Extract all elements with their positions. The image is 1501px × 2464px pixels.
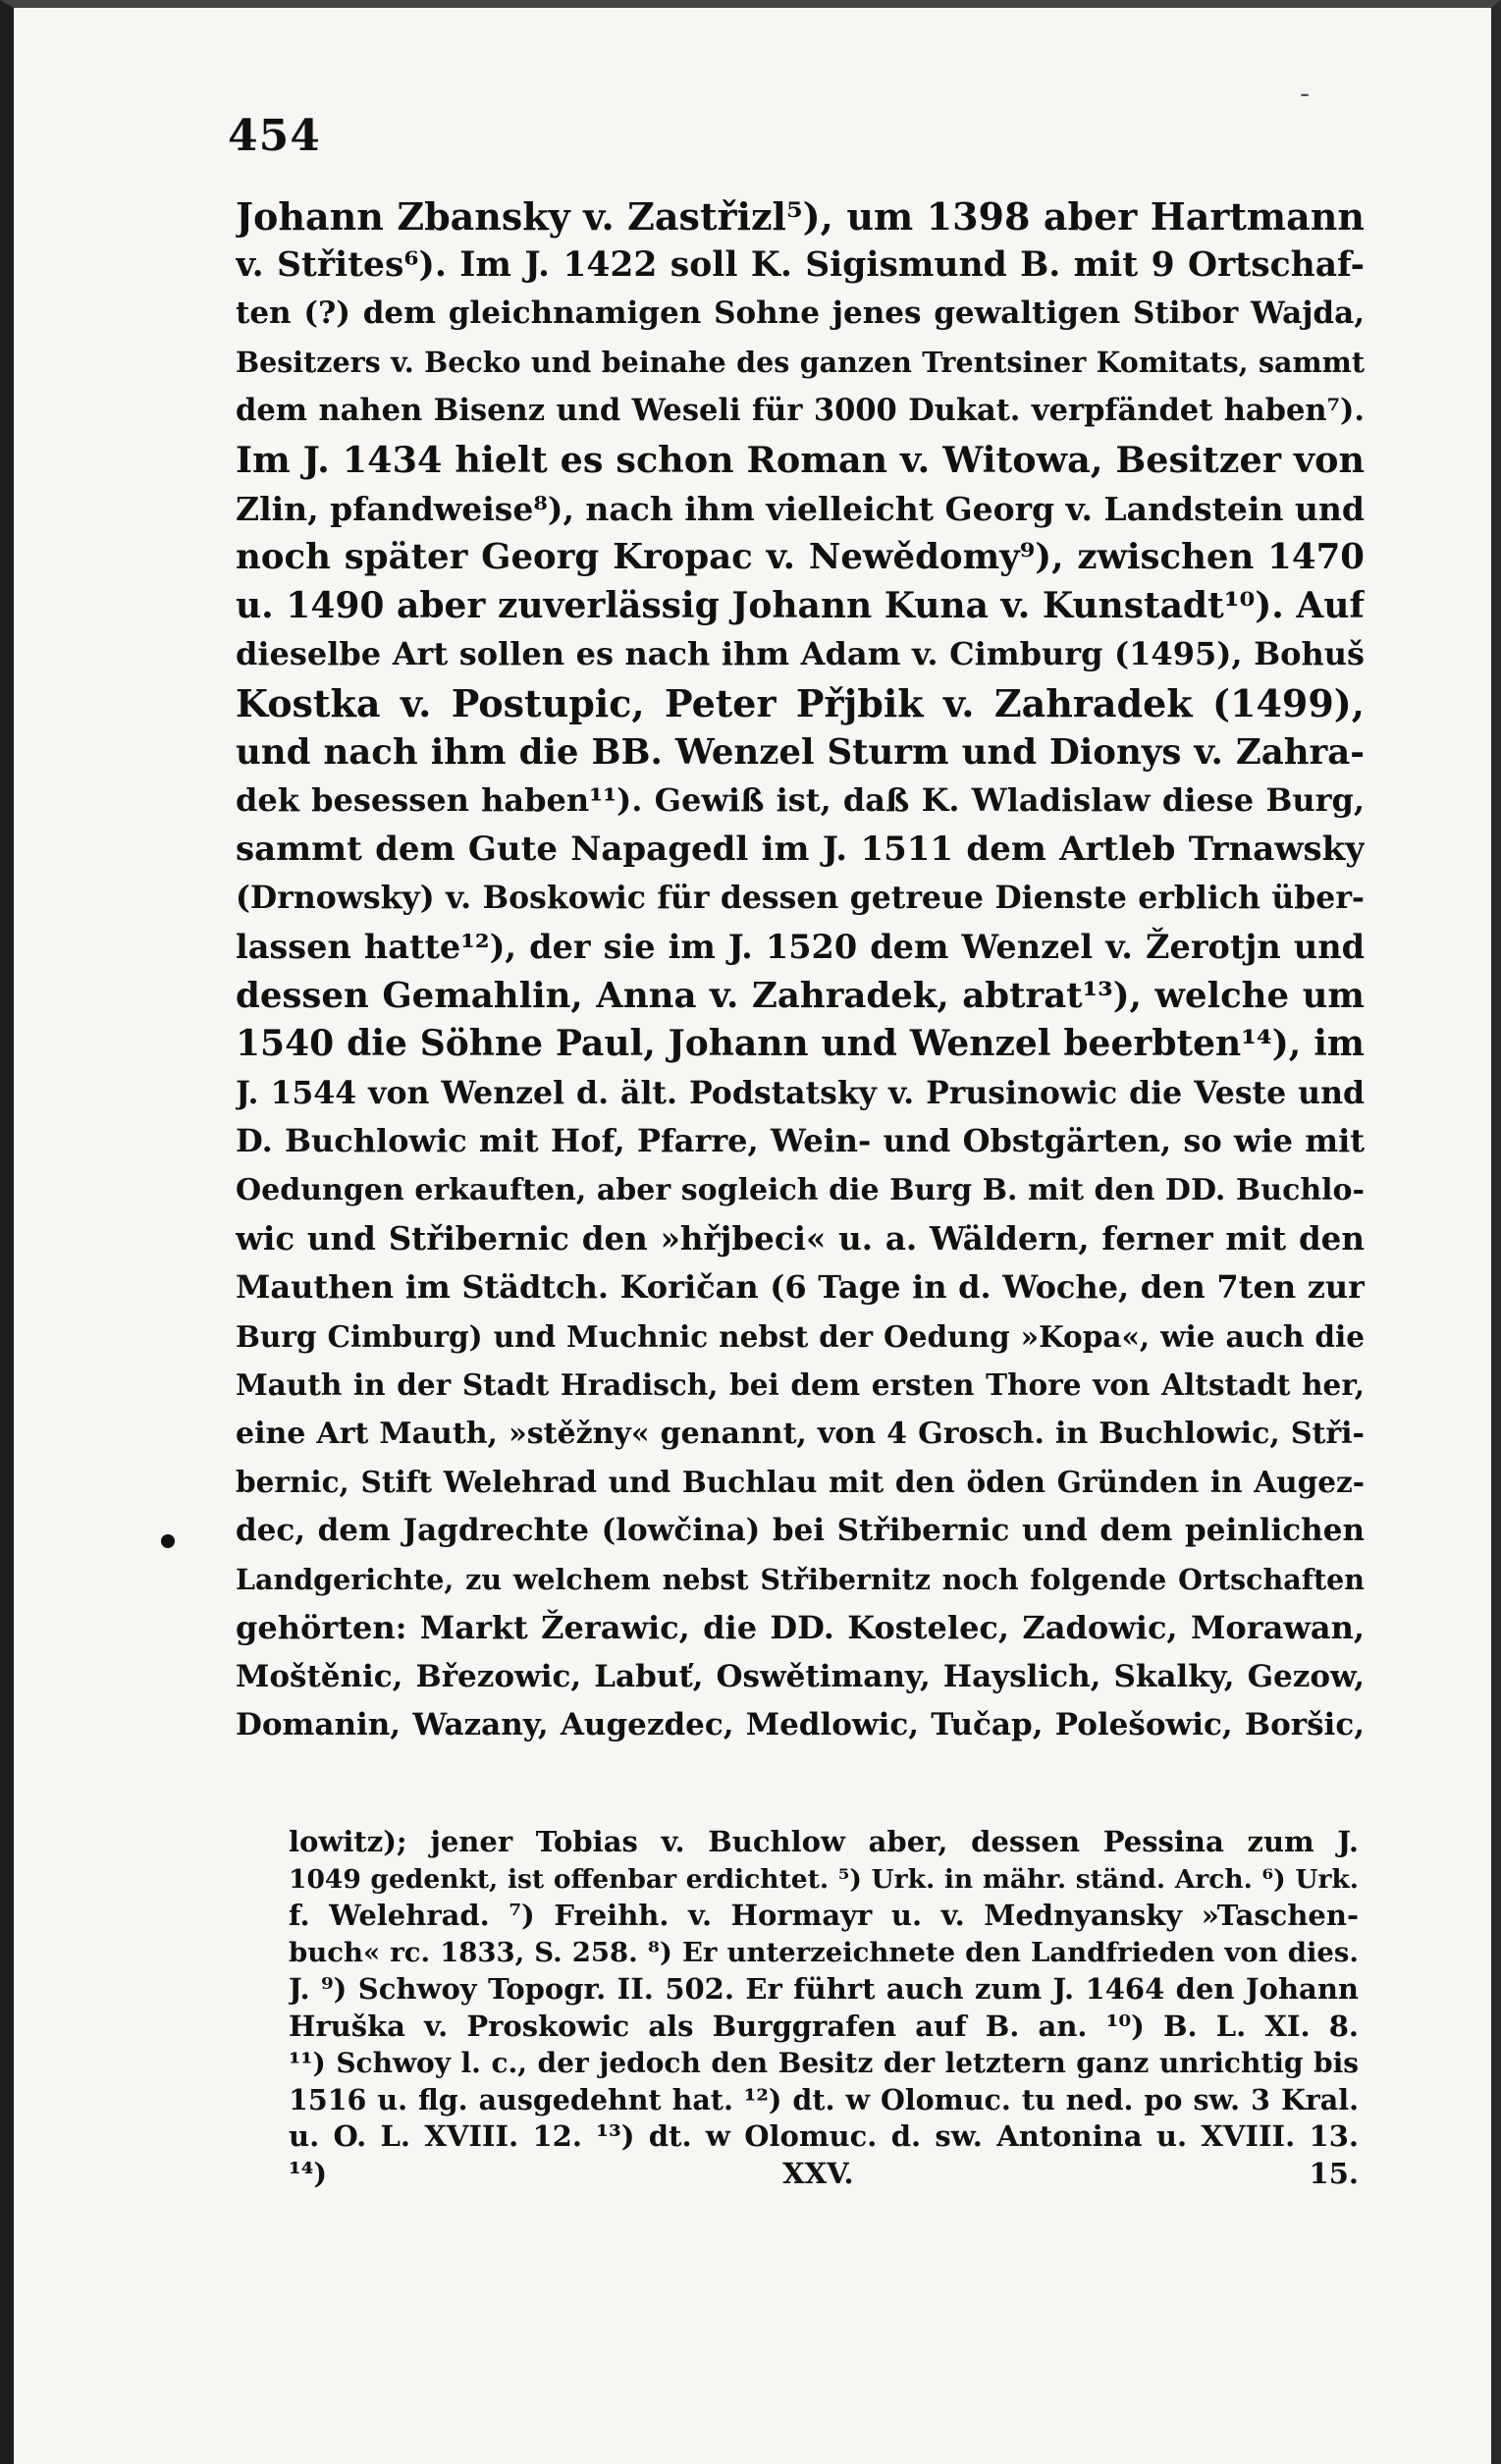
body-line: u. 1490 aber zuverlässig Johann Kuna v. Kunstadt¹⁰). Auf xyxy=(236,584,1365,626)
footnotes xyxy=(289,1824,1359,2192)
body-line: Besitzers v. Becko und beinahe des ganzen Trentsiner Komitats, sammt xyxy=(236,345,1365,379)
body-line: D. Buchlowic mit Hof, Pfarre, Wein- und Obstgärten, so wie mit xyxy=(236,1122,1365,1160)
body-line: gehörten: Markt Žerawic, die DD. Kostelec, Zadowic, Morawan, xyxy=(236,1609,1365,1647)
main-body-text xyxy=(236,192,1365,1750)
footnote-line: 1516 u. flg. ausgedehnt hat. ¹²) dt. w Olomuc. tu ned. po sw. 3 Kral. xyxy=(289,2082,1359,2116)
footnote-line: ¹¹) Schwoy l. c., der jedoch den Besitz der letztern ganz unrichtig bis xyxy=(289,2047,1359,2079)
body-line: dieselbe Art sollen es nach ihm Adam v. Cimburg (1495), Bohuš xyxy=(236,635,1365,673)
body-line: dessen Gemahlin, Anna v. Zahradek, abtrat¹³), welche um xyxy=(236,975,1365,1016)
corner-mark: - xyxy=(1300,77,1311,111)
body-line: dek besessen haben¹¹). Gewiß ist, daß K. Wladislaw diese Burg, xyxy=(236,781,1365,820)
body-line: Moštěnic, Březowic, Labuť, Oswětimany, Hayslich, Skalky, Gezow, xyxy=(236,1658,1365,1694)
body-line: Kostka v. Postupic, Peter Přjbik v. Zahradek (1499), xyxy=(236,680,1365,725)
body-line: Oedungen erkauften, aber sogleich die Burg B. mit den DD. Buchlo- xyxy=(236,1172,1365,1207)
body-line: Domanin, Wazany, Augezdec, Medlowic, Tučap, Polešowic, Boršic, xyxy=(236,1707,1365,1743)
body-line: Johann Zbansky v. Zastřizl⁵), um 1398 aber Hartmann xyxy=(236,194,1365,239)
footnote-line: ¹⁴) XXV. 15. xyxy=(289,2156,1359,2190)
footnote-line: buch« rc. 1833, S. 258. ⁸) Er unterzeichnete den Landfrieden von dies. xyxy=(289,1936,1359,1968)
footnote-line: f. Welehrad. ⁷) Freihh. v. Hormayr u. v. Mednyansky »Taschen- xyxy=(289,1899,1359,1932)
footnote-line: u. O. L. XVIII. 12. ¹³) dt. w Olomuc. d. sw. Antonina u. XVIII. 13. xyxy=(289,2119,1359,2153)
body-line: Mauth in der Stadt Hradisch, bei dem ersten Thore von Altstadt her, xyxy=(236,1367,1365,1403)
footnote-line: J. ⁹) Schwoy Topogr. II. 502. Er führt auch zum J. 1464 den Johann xyxy=(289,1972,1359,2006)
margin-bullet-mark xyxy=(161,1534,175,1548)
body-line: noch später Georg Kropac v. Newědomy⁹), zwischen 1470 xyxy=(236,537,1365,578)
footnote-line: Hruška v. Proskowic als Burggrafen auf B. an. ¹⁰) B. L. XI. 8. xyxy=(289,2009,1359,2043)
body-line: dec, dem Jagdrechte (lowčina) bei Střibernic und dem peinlichen xyxy=(236,1513,1365,1549)
footnote-line: lowitz); jener Tobias v. Buchlow aber, dessen Pessina zum J. xyxy=(289,1825,1359,1858)
body-line: ten (?) dem gleichnamigen Sohne jenes gewaltigen Stibor Wajda, xyxy=(236,295,1365,332)
body-line: J. 1544 von Wenzel d. ält. Podstatsky v. Prusinowic die Veste und xyxy=(236,1074,1365,1111)
body-line: v. Střites⁶). Im J. 1422 soll K. Sigismund B. mit 9 Ortschaf- xyxy=(236,244,1365,285)
body-line: sammt dem Gute Napagedl im J. 1511 dem Artleb Trnawsky xyxy=(236,829,1365,869)
page-number: 454 xyxy=(228,111,321,161)
body-line: Im J. 1434 hielt es schon Roman v. Witowa, Besitzer von xyxy=(236,438,1365,481)
body-line: und nach ihm die BB. Wenzel Sturm und Dionys v. Zahra- xyxy=(236,731,1365,773)
body-line: 1540 die Söhne Paul, Johann und Wenzel beerbten¹⁴), im xyxy=(236,1023,1365,1065)
body-line: bernic, Stift Welehrad und Buchlau mit den öden Gründen in Augez- xyxy=(236,1465,1365,1500)
body-line: lassen hatte¹²), der sie im J. 1520 dem Wenzel v. Žerotjn und xyxy=(236,927,1365,966)
body-line: eine Art Mauth, »stěžny« genannt, von 4 Grosch. in Buchlowic, Stři- xyxy=(236,1416,1365,1451)
body-line: Zlin, pfandweise⁸), nach ihm vielleicht Georg v. Landstein und xyxy=(236,489,1365,528)
footnote-line: 1049 gedenkt, ist offenbar erdichtet. ⁵) Urk. in mähr. ständ. Arch. ⁶) Urk. xyxy=(289,1863,1359,1895)
body-line: dem nahen Bisenz und Weseli für 3000 Dukat. verpfändet haben⁷). xyxy=(236,393,1365,429)
body-line: (Drnowsky) v. Boskowic für dessen getreue Dienste erblich über- xyxy=(236,880,1365,917)
body-line: Burg Cimburg) und Muchnic nebst der Oedung »Kopa«, wie auch die xyxy=(236,1318,1365,1354)
body-line: wic und Střibernic den »hřjbeci« u. a. Wäldern, ferner mit den xyxy=(236,1219,1365,1259)
body-line: Mauthen im Städtch. Koričan (6 Tage in d. Woche, den 7ten zur xyxy=(236,1268,1365,1307)
body-line: Landgerichte, zu welchem nebst Střibernitz noch folgende Ortschaften xyxy=(236,1562,1365,1596)
